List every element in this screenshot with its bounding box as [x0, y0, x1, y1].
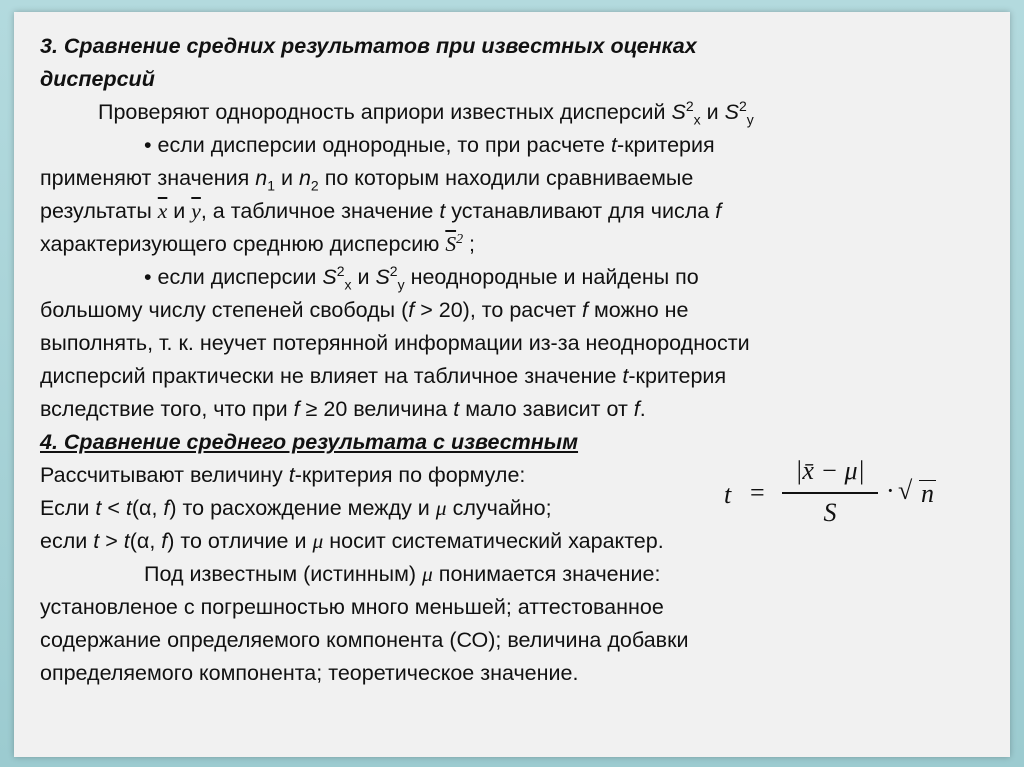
bullet-1-line-2 [40, 162, 990, 195]
text: неоднородные и найдены по [404, 265, 699, 289]
sup: 2 [336, 262, 345, 279]
text: и [351, 265, 376, 289]
var-f: f [408, 298, 415, 322]
var-f: f [161, 529, 168, 553]
slide [14, 12, 1010, 757]
heading-3-line-2: дисперсий [40, 67, 155, 91]
text: -критерия по формуле: [294, 463, 526, 487]
paragraph-3-line-4: определяемого компонента; теоретическое значение. [40, 661, 579, 685]
text: • если дисперсии однородные, то при расчете [144, 133, 611, 157]
var-f: f [582, 298, 588, 322]
formula-n: n [921, 479, 934, 508]
var-f: f [715, 199, 722, 223]
text: > 20), то расчет [414, 298, 583, 322]
paragraph-3-line-1 [40, 558, 990, 591]
text: ) то отличие и [167, 529, 313, 553]
formula-dot: · [886, 476, 895, 505]
var-mu: μ [312, 529, 324, 553]
bullet-1-line-4 [40, 228, 990, 261]
text: , а табличное значение [200, 199, 440, 223]
var-s: S [724, 100, 739, 124]
sup: 2 [389, 262, 398, 279]
sqrt-icon: √ [898, 476, 913, 505]
text: большому числу степеней свободы ( [40, 298, 409, 322]
var-s: S [375, 265, 390, 289]
formula-denominator: S [823, 498, 837, 527]
bullet-1-line-1 [40, 129, 990, 162]
sub: y [746, 111, 754, 128]
text: Рассчитывают величину [40, 463, 289, 487]
text: носит систематический характер. [323, 529, 664, 553]
text: (α, [131, 496, 164, 520]
var-t: t [123, 529, 130, 553]
bullet-1-line-3 [40, 195, 990, 228]
var-t: t [453, 397, 460, 421]
text: . [639, 397, 646, 421]
sup: 2 [738, 97, 747, 114]
var-t: t [439, 199, 446, 223]
text: случайно; [446, 496, 552, 520]
var-x-bar: $\overline{x}$ [157, 199, 168, 223]
formula-numerator: |x̄ − μ| [795, 456, 865, 485]
text: ; [463, 232, 476, 256]
var-s-bar: $\overline{S}$ [445, 232, 457, 256]
paragraph-3-line-2: установленое с погрешностью много меньшей; аттестованное [40, 595, 664, 619]
text: и [274, 166, 299, 190]
var-s: S [671, 100, 686, 124]
var-f: f [633, 397, 640, 421]
sub: y [397, 276, 405, 293]
var-n: n [298, 166, 311, 190]
var-n: n [255, 166, 268, 190]
var-f: f [293, 397, 300, 421]
bullet-2-line-1 [40, 261, 990, 294]
text: и [700, 100, 725, 124]
var-mu: μ [422, 562, 433, 586]
text: -критерия [616, 133, 715, 157]
bullet-2-line-4 [40, 360, 990, 393]
sup: 2 [456, 231, 464, 247]
sub: x [344, 276, 352, 293]
text: (α, [129, 529, 162, 553]
text: -критерия [628, 364, 727, 388]
sub: 1 [267, 177, 275, 194]
fraction-bar [782, 492, 878, 494]
text: мало зависит от [459, 397, 634, 421]
text: характеризующего среднюю дисперсию [40, 232, 446, 256]
var-t: t [288, 463, 295, 487]
text: ≥ 20 величина [299, 397, 454, 421]
sub: 2 [310, 177, 319, 194]
var-t: t [95, 496, 102, 520]
bullet-2-line-2 [40, 294, 990, 327]
var-t: t [622, 364, 629, 388]
text: дисперсий практически не влияет на табличное значение [40, 364, 623, 388]
t-criterion-formula [714, 450, 954, 535]
text: можно не [588, 298, 689, 322]
text: и [167, 199, 192, 223]
slide-content [40, 30, 990, 690]
formula-equals: = [750, 478, 765, 507]
var-f: f [163, 496, 170, 520]
text: если [40, 529, 94, 553]
text: Под известным (истинным) [144, 562, 423, 586]
paragraph-3-line-3: содержание определяемого компонента (СО); величина добавки [40, 628, 689, 652]
text: применяют значения [40, 166, 256, 190]
text: результаты [40, 199, 158, 223]
heading-4: 4. Сравнение среднего результата с известным [40, 430, 579, 454]
text: по которым находили сравниваемые [318, 166, 694, 190]
text: вследствие того, что при [40, 397, 294, 421]
bullet-2-line-5 [40, 393, 990, 426]
sub: x [693, 111, 701, 128]
text: ) то расхождение между и [169, 496, 436, 520]
heading-3-line-1: 3. Сравнение средних результатов при известных оценках [40, 34, 697, 58]
sup: 2 [685, 97, 694, 114]
text: < [101, 496, 126, 520]
var-y-bar: $\overline{y}$ [191, 199, 201, 223]
var-t: t [93, 529, 100, 553]
text: Если [40, 496, 96, 520]
var-t: t [125, 496, 132, 520]
paragraph-1 [40, 96, 990, 129]
var-t: t [610, 133, 617, 157]
var-mu: μ [435, 496, 447, 520]
text: > [99, 529, 124, 553]
text: понимается значение: [432, 562, 661, 586]
text: устанавливают для числа [445, 199, 716, 223]
text: Проверяют однородность априори известных дисперсий [98, 100, 672, 124]
text: • если дисперсии [144, 265, 323, 289]
bullet-2-line-3: выполнять, т. к. неучет потерянной информации из-за неоднородности [40, 331, 750, 355]
formula-t: t [724, 480, 732, 509]
var-s: S [322, 265, 337, 289]
